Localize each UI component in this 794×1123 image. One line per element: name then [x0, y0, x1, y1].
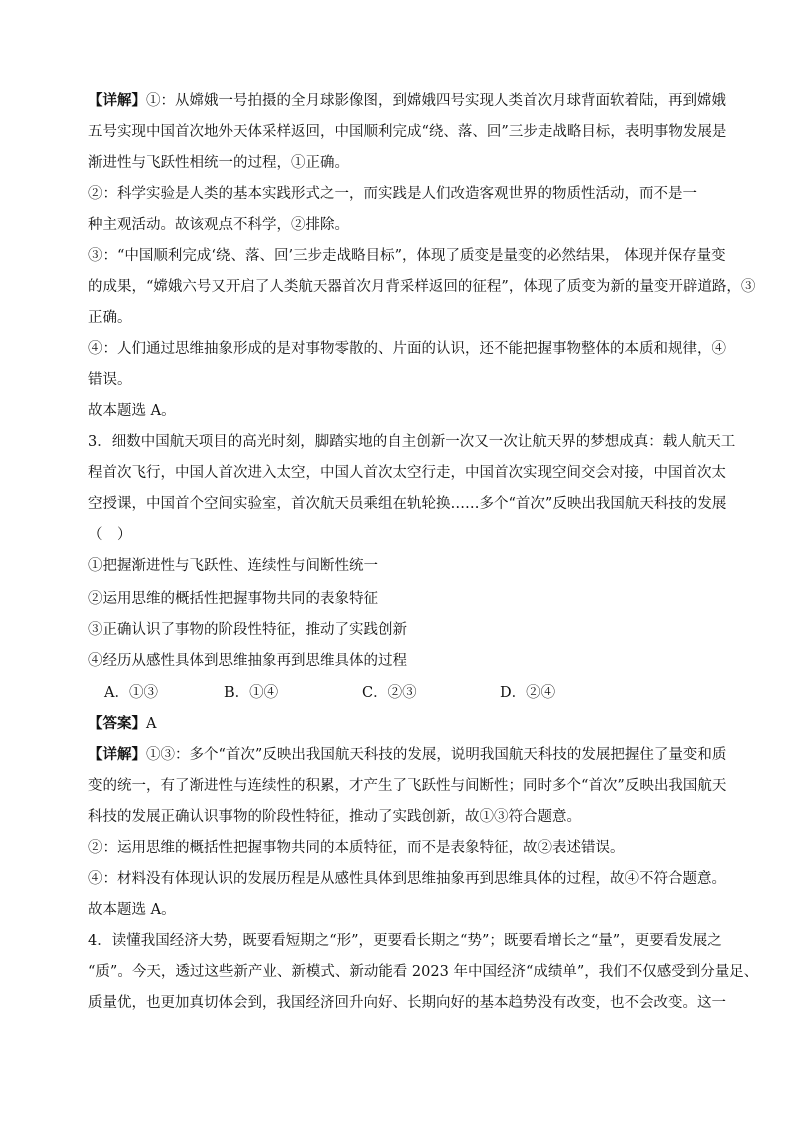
q3-explain-1: 【详解】①③：多个“首次”反映出我国航天科技的发展，说明我国航天科技的发展把握住了量变和质 — [88, 746, 727, 763]
q3-stem-4: （ ） — [88, 527, 132, 543]
xiangjie-label: 【详解】 — [88, 92, 146, 109]
answer-value: A — [146, 716, 157, 732]
s1-line-1: 【详解】①：从嫦娥一号拍摄的全月球影像图，到嫦娥四号实现人类首次月球背面软着陆，再到嫦娥 — [88, 92, 726, 109]
q3-option-a: A．①③ — [104, 685, 158, 701]
s1-line-3: 渐进性与飞跃性相统一的过程，①正确。 — [88, 155, 349, 171]
q3-explain-6: 故本题选 A。 — [88, 902, 176, 918]
q4-stem-2: “质”。今天，透过这些新产业、新模式、新动能看 2023 年中国经济“成绩单”，我们不仅感受到分量足、 — [88, 964, 759, 980]
xiangjie-label: 【详解】 — [88, 746, 146, 763]
q3-stem-2: 程首次飞行，中国人首次进入太空，中国人首次太空行走，中国首次实现空间交会对接，中国首次太 — [88, 465, 726, 481]
q3-statement-4: ④经历从感性具体到思维抽象再到思维具体的过程 — [88, 653, 407, 669]
s1-line-11: 故本题选 A。 — [88, 403, 176, 419]
q3-explain-4: ②：运用思维的概括性把握事物共同的本质特征，而不是表象特征，故②表述错误。 — [88, 840, 625, 856]
q3-statement-1: ①把握渐进性与飞跃性、连续性与间断性统一 — [88, 558, 378, 574]
q4-stem-3: 质量优，也更加真切体会到，我国经济回升向好、长期向好的基本趋势没有改变，也不会改变。这一 — [88, 995, 726, 1011]
s1-line-8: 正确。 — [88, 310, 132, 326]
q3-answer — [88, 714, 156, 734]
q3-option-c: C．②③ — [362, 685, 417, 701]
s1-line-2: 五号实现中国首次地外天体采样返回，中国顺利完成“绕、落、回”三步走战略目标，表明事物发展是 — [88, 124, 727, 140]
s1-line-6: ③：“中国顺利完成‘绕、落、回’三步走战略目标”，体现了质变是量变的必然结果， 体现并保存量变 — [88, 248, 726, 264]
q3-explain-2: 变的统一，有了渐进性与连续性的积累，才产生了飞跃性与间断性；同时多个“首次”反映出我国航天 — [88, 778, 727, 794]
s1-line-7: 的成果，“嫦娥六号又开启了人类航天器首次月背采样返回的征程”，体现了质变为新的量变开辟道路，③ — [88, 279, 756, 295]
q3-explain-5: ④：材料没有体现认识的发展历程是从感性具体到思维抽象再到思维具体的过程，故④不符合题意。 — [88, 871, 726, 887]
q3-explain-3: 科技的发展正确认识事物的阶段性特征，推动了实践创新，故①③符合题意。 — [88, 809, 581, 825]
q3-option-d: D．②④ — [500, 685, 556, 701]
s1-line-4: ②：科学实验是人类的基本实践形式之一，而实践是人们改造客观世界的物质性活动，而不是一 — [88, 186, 697, 202]
q3-statement-3: ③正确认识了事物的阶段性特征，推动了实践创新 — [88, 622, 407, 638]
s1-line-5: 种主观活动。故该观点不科学，②排除。 — [88, 217, 349, 233]
q3-stem-1: 3．细数中国航天项目的高光时刻，脚踏实地的自主创新一次又一次让航天界的梦想成真：载人航天工 — [88, 434, 736, 450]
q4-stem-1: 4．读懂我国经济大势，既要看短期之“形”，更要看长期之“势”；既要看增长之“量”，更要看发展之 — [88, 933, 722, 949]
q3-statement-2: ②运用思维的概括性把握事物共同的表象特征 — [88, 591, 378, 607]
answer-label: 【答案】 — [88, 715, 146, 732]
s1-line-10: 错误。 — [88, 372, 132, 388]
s1-line-9: ④：人们通过思维抽象形成的是对事物零散的、片面的认识，还不能把握事物整体的本质和规律，④ — [88, 341, 726, 357]
q3-stem-3: 空授课，中国首个空间实验室，首次航天员乘组在轨轮换……多个“首次”反映出我国航天科技的发展 — [88, 496, 727, 512]
q3-option-b: B．①④ — [224, 685, 279, 701]
